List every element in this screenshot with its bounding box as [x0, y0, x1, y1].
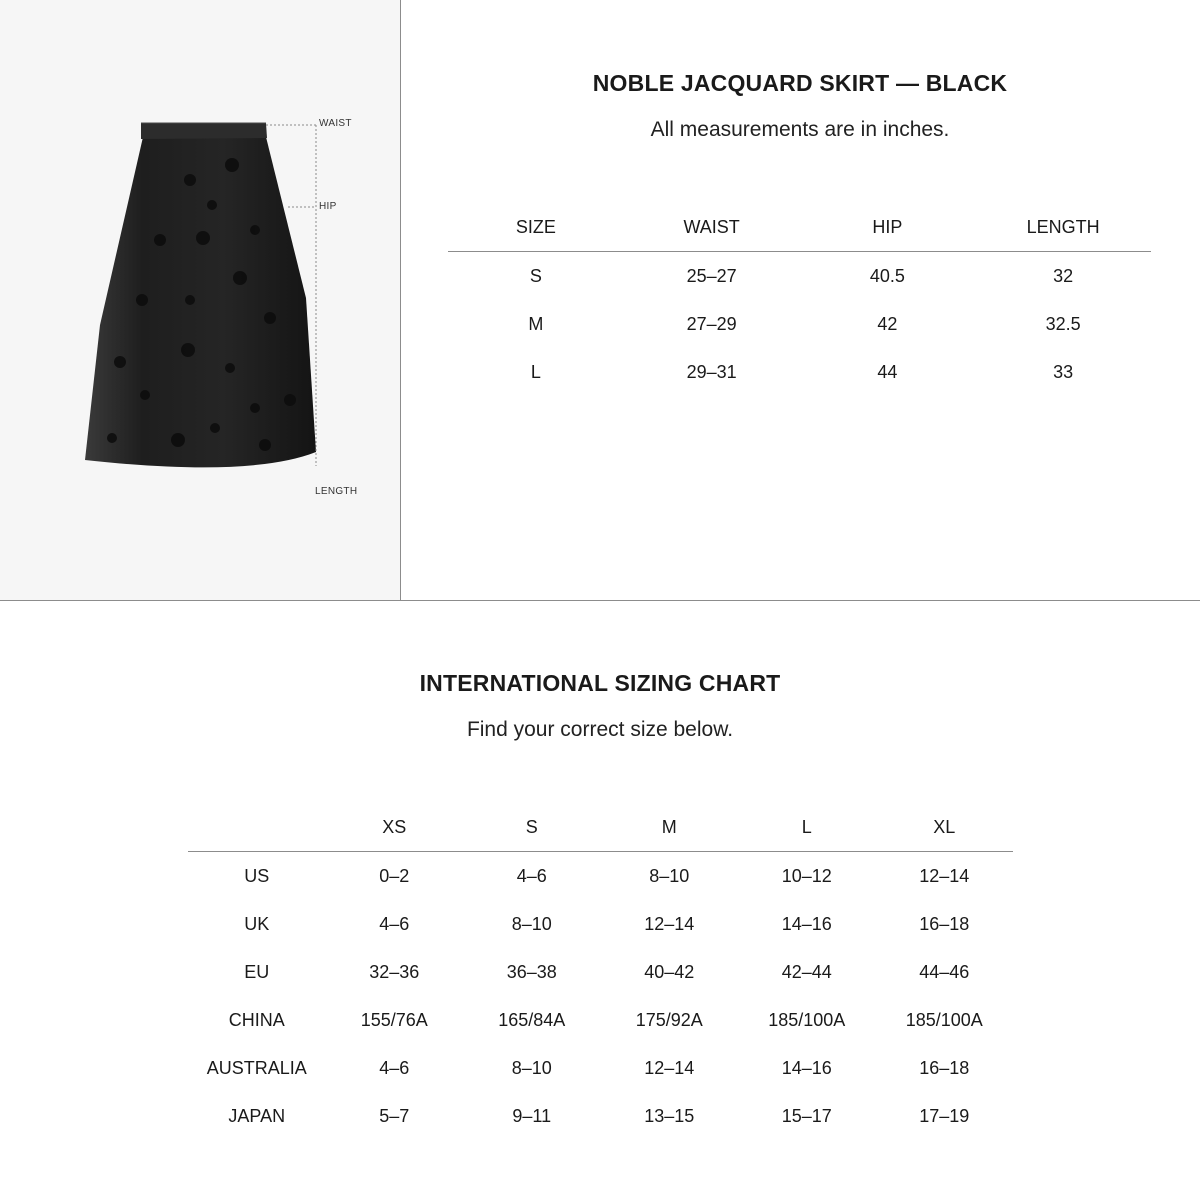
column-header-m: M	[601, 803, 739, 852]
table-row	[448, 300, 1151, 348]
table-header-row	[188, 803, 1013, 852]
row-label: JAPAN	[228, 1105, 286, 1126]
table-row	[448, 348, 1151, 396]
hip-measure-label: HIP	[319, 201, 337, 212]
table-cell: 42	[877, 313, 898, 334]
table-cell: 8–10	[511, 1057, 552, 1078]
table-cell: 33	[1053, 361, 1074, 382]
table-cell: 9–11	[512, 1105, 552, 1126]
table-cell: 40.5	[869, 265, 905, 286]
table-header-row	[448, 203, 1151, 252]
table-row	[448, 252, 1151, 301]
table-cell: 165/84A	[498, 1009, 566, 1030]
table-cell: 42–44	[781, 961, 832, 982]
row-label: CHINA	[228, 1009, 285, 1030]
table-cell: 36–38	[506, 961, 557, 982]
table-cell: M	[528, 313, 544, 334]
table-cell: L	[530, 361, 541, 382]
table-row	[188, 852, 1013, 901]
table-cell: 8–10	[511, 913, 552, 934]
table-cell: 44	[877, 361, 898, 382]
table-cell: 14–16	[781, 913, 832, 934]
table-cell: 27–29	[686, 313, 737, 334]
length-measure-label: LENGTH	[315, 486, 358, 497]
table-cell: 8–10	[649, 865, 690, 886]
table-cell: 14–16	[781, 1057, 832, 1078]
skirt-image	[0, 0, 400, 600]
column-header-waist: WAIST	[624, 203, 800, 252]
table-cell: 12–14	[644, 913, 695, 934]
column-header-size: SIZE	[448, 203, 624, 252]
table-cell: 12–14	[644, 1057, 695, 1078]
column-header-length: LENGTH	[975, 203, 1151, 252]
table-cell: 155/76A	[360, 1009, 428, 1030]
table-cell: 4–6	[379, 1057, 410, 1078]
table-cell: 0–2	[379, 865, 410, 886]
table-cell: 25–27	[686, 265, 737, 286]
table-cell: 40–42	[644, 961, 695, 982]
table-row	[188, 900, 1013, 948]
row-label: UK	[244, 913, 270, 934]
table-cell: 44–46	[919, 961, 970, 982]
product-image-panel	[0, 0, 401, 600]
table-cell: 10–12	[781, 865, 832, 886]
product-subtitle: All measurements are in inches.	[650, 118, 950, 141]
table-cell: 16–18	[919, 1057, 970, 1078]
table-cell: S	[529, 265, 542, 286]
column-header-xs: XS	[326, 803, 464, 852]
table-cell: 15–17	[781, 1105, 832, 1126]
international-subtitle: Find your correct size below.	[466, 718, 734, 741]
table-cell: 5–7	[379, 1105, 410, 1126]
table-cell: 175/92A	[635, 1009, 703, 1030]
section-divider	[0, 600, 1200, 601]
column-header-l: L	[738, 803, 876, 852]
row-label: US	[244, 865, 270, 886]
international-title: INTERNATIONAL SIZING CHART	[419, 670, 781, 696]
row-label: AUSTRALIA	[206, 1057, 307, 1078]
table-cell: 29–31	[686, 361, 737, 382]
column-header-xl: XL	[876, 803, 1014, 852]
skirt-size-table	[448, 203, 1151, 396]
product-title: NOBLE JACQUARD SKIRT — BLACK	[592, 70, 1008, 96]
table-cell: 17–19	[919, 1105, 970, 1126]
column-header-hip: HIP	[800, 203, 976, 252]
column-header-s: S	[463, 803, 601, 852]
table-row	[188, 1092, 1013, 1140]
table-row	[188, 996, 1013, 1044]
international-size-table	[188, 803, 1013, 1140]
table-cell: 185/100A	[768, 1009, 846, 1030]
row-label: EU	[244, 961, 270, 982]
table-cell: 32–36	[369, 961, 420, 982]
table-row	[188, 1044, 1013, 1092]
table-cell: 16–18	[919, 913, 970, 934]
table-cell: 12–14	[919, 865, 970, 886]
table-cell: 13–15	[644, 1105, 695, 1126]
table-cell: 32	[1053, 265, 1074, 286]
table-cell: 4–6	[379, 913, 410, 934]
table-cell: 4–6	[516, 865, 547, 886]
waist-measure-label: WAIST	[319, 118, 352, 129]
table-row	[188, 948, 1013, 996]
table-cell: 185/100A	[905, 1009, 983, 1030]
table-cell: 32.5	[1045, 313, 1081, 334]
column-header-region	[188, 803, 326, 852]
